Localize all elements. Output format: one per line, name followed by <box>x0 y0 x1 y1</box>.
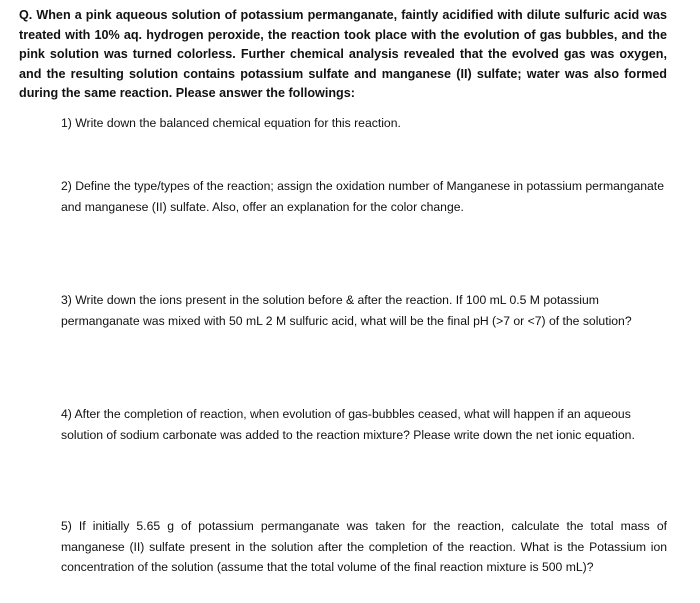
question-2: 2) Define the type/types of the reaction; assign the oxidation number of Manganese in potassium permanganate and manganese (II) sulfate. Also, offer an explanation for the color change. <box>61 179 664 214</box>
question-4: 4) After the completion of reaction, when evolution of gas-bubbles ceased, what will happen if an aqueous solution of sodium carbonate was added to the reaction mixture? Please write down the net ionic equation. <box>61 407 635 442</box>
question-1: 1) Write down the balanced chemical equation for this reaction. <box>61 116 401 130</box>
question-5: 5) If initially 5.65 g of potassium permanganate was taken for the reaction, calculate the total mass of manganese (II) sulfate present in the solution after the completion of the reaction. What is the Potassium ion concentration of the solution (assume that the total volume of the final reaction mixture is 500 mL)? <box>61 519 667 574</box>
question-intro: Q. When a pink aqueous solution of potassium permanganate, faintly acidified with dilute sulfuric acid was treated with 10% aq. hydrogen peroxide, the reaction took place with the evolution of gas bubbles, and the pink solution was turned colorless. Further chemical analysis revealed that the evolved gas was oxygen, and the resulting solution contains potassium sulfate and manganese (II) sulfate; water was also formed during the same reaction. Please answer the followings: <box>19 8 667 101</box>
question-3: 3) Write down the ions present in the solution before & after the reaction. If 100 mL 0.5 M potassium permanganate was mixed with 50 mL 2 M sulfuric acid, what will be the final pH (>7 or <7) of the solution? <box>61 293 632 328</box>
